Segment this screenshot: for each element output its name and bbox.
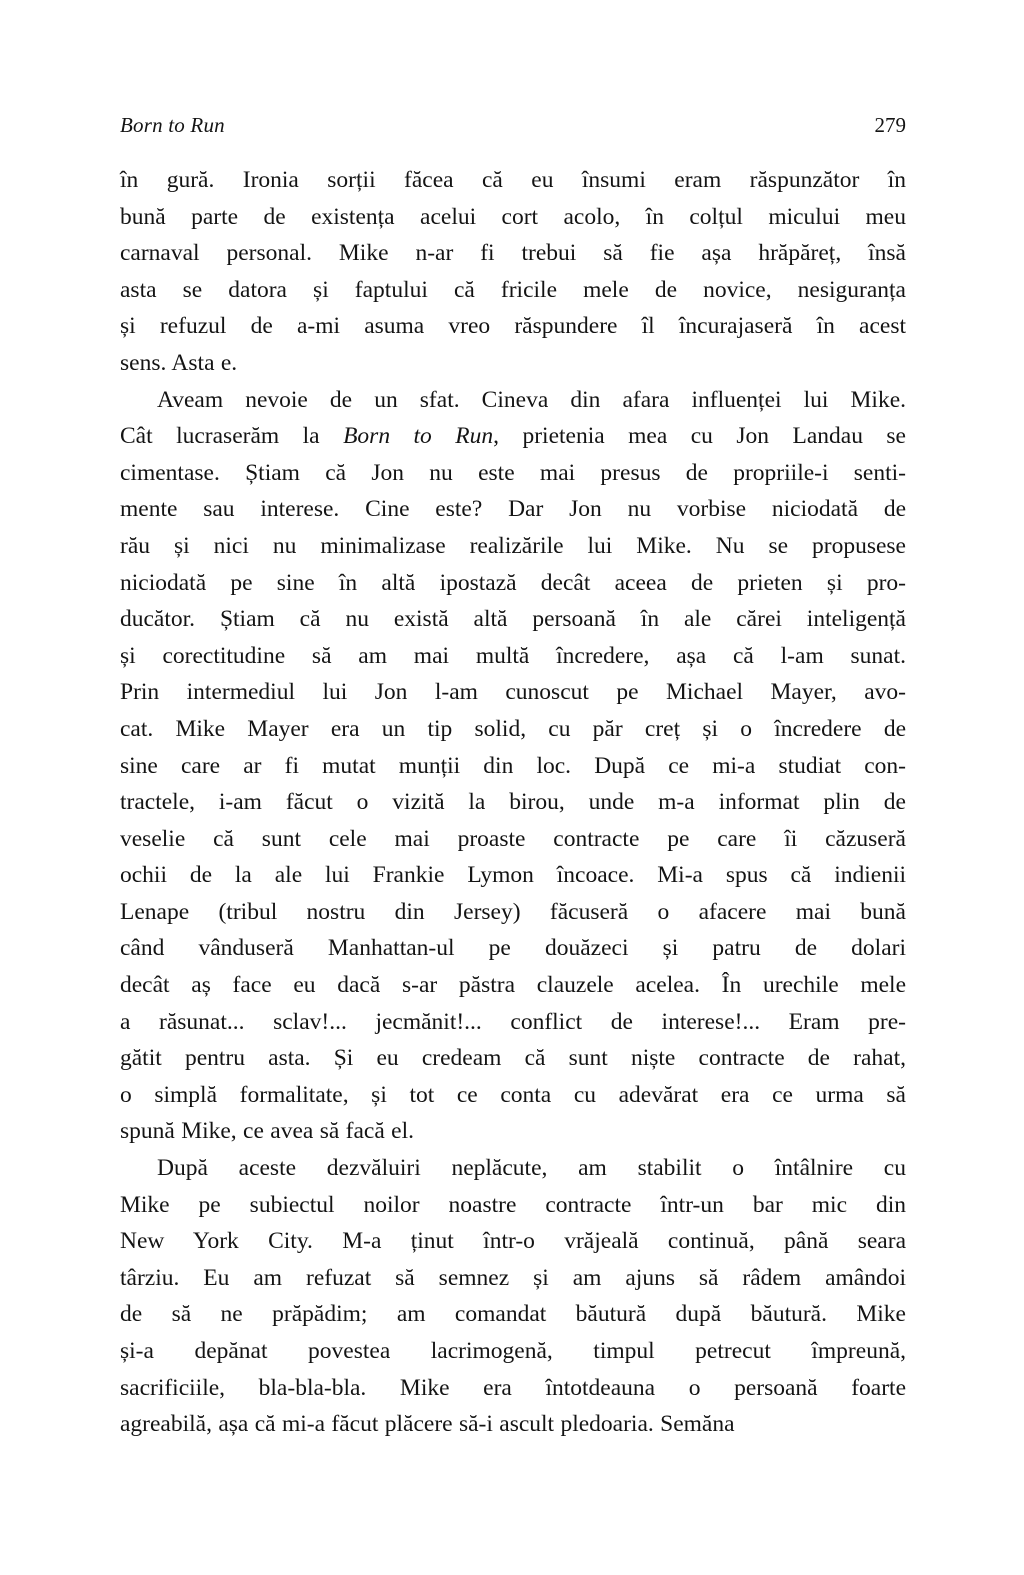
text-line (120, 1077, 906, 1114)
text-line (120, 1223, 906, 1260)
text-segment: în gură. Ironia sorții făcea că eu însumi eram răspunzător în (120, 167, 906, 193)
text-line (120, 711, 906, 748)
text-line (120, 1004, 906, 1041)
text-line (120, 601, 906, 638)
running-header (120, 112, 906, 138)
text-line (120, 1260, 906, 1297)
text-line (120, 565, 906, 602)
text-segment: și-a depănat povestea lacrimogenă, timpul petrecut împreună, (120, 1338, 906, 1364)
text-line (120, 418, 906, 455)
text-segment: asta se datora și faptului că fricile mele de novice, nesiguranța (120, 276, 906, 303)
text-line (120, 821, 906, 858)
text-line (120, 1187, 906, 1224)
text-line (120, 1296, 906, 1333)
text-segment: agreabilă, așa că mi-a făcut plăcere să-i ascult pledoaria. Semăna (120, 1411, 735, 1438)
text-segment: sens. Asta e. (120, 349, 238, 376)
text-line (120, 162, 906, 199)
text-line (120, 235, 906, 272)
text-segment: când vânduseră Manhattan-ul pe douăzeci și patru de dolari (120, 935, 906, 962)
text-segment: Mike pe subiectul noilor noastre contracte într-un bar mic din (120, 1191, 906, 1218)
text-segment: New York City. M-a ținut într-o vrăjeală continuă, până seara (120, 1228, 906, 1255)
text-segment: Prin intermediul lui Jon l-am cunoscut pe Michael Mayer, avo- (120, 679, 906, 706)
text-line (120, 308, 906, 345)
text-segment: Cât lucraserăm la (120, 423, 344, 450)
text-segment: târziu. Eu am refuzat să semnez și am ajuns să râdem amândoi (120, 1264, 906, 1291)
text-line (120, 1406, 906, 1443)
text-segment: și refuzul de a-mi asuma vreo răspundere îl încurajaseră în acest (120, 313, 906, 340)
text-line (120, 674, 906, 711)
text-segment: a răsunat... sclav!... jecmănit!... conflict de interese!... Eram pre- (120, 1008, 906, 1035)
text-segment: După aceste dezvăluiri neplăcute, am stabilit o întâlnire cu (157, 1155, 906, 1182)
text-segment: rău și nici nu minimalizase realizările lui Mike. Nu se propusese (120, 532, 906, 559)
text-segment: spună Mike, ce avea să facă el. (120, 1118, 414, 1145)
text-segment: Aveam nevoie de un sfat. Cineva din afara influenței lui Mike. (157, 386, 906, 413)
page-number: 279 (874, 113, 906, 137)
text-segment: mente sau interese. Cine este? Dar Jon nu vorbise niciodată de (120, 496, 906, 523)
paragraph (120, 162, 906, 382)
text-line (120, 1113, 906, 1150)
text-line (120, 967, 906, 1004)
paragraph (120, 1150, 906, 1443)
text-line (120, 491, 906, 528)
text-segment: veselie că sunt cele mai proaste contracte pe care îi căzuseră (120, 825, 906, 852)
running-header-title: Born to Run (120, 113, 225, 137)
text-segment: decât aș face eu dacă s-ar păstra clauzele acelea. În urechile mele (120, 972, 906, 999)
text-line (120, 930, 906, 967)
text-segment: și corectitudine să am mai multă încredere, așa că l-am sunat. (120, 642, 906, 669)
text-segment: niciodată pe sine în altă ipostază decât aceea de prieten și pro- (120, 569, 906, 596)
text-segment: tractele, i-am făcut o vizită la birou, unde m-a informat plin de (120, 789, 906, 816)
text-line (120, 272, 906, 309)
text-line (120, 382, 906, 419)
text-line (120, 1150, 906, 1187)
text-body (120, 162, 906, 1443)
text-segment: ducător. Știam că nu există altă persoană în ale cărei inteligență (120, 606, 906, 633)
text-line (120, 1040, 906, 1077)
text-line (120, 748, 906, 785)
text-segment: carnaval personal. Mike n-ar fi trebui să fie așa hrăpăreț, însă (120, 240, 906, 267)
text-segment: bună parte de existența acelui cort acolo, în colțul micului meu (120, 203, 906, 230)
text-line (120, 528, 906, 565)
text-line (120, 638, 906, 675)
text-segment: gătit pentru asta. Și eu credeam că sunt niște contracte de rahat, (120, 1045, 906, 1072)
text-line (120, 199, 906, 236)
text-segment: , prietenia mea cu Jon Landau se (493, 423, 906, 450)
text-line (120, 894, 906, 931)
text-line (120, 1370, 906, 1407)
text-segment: cimentase. Știam că Jon nu este mai presus de propriile-i senti- (120, 459, 906, 486)
text-segment: o simplă formalitate, și tot ce conta cu adevărat era ce urma să (120, 1081, 906, 1108)
text-segment: sacrificiile, bla-bla-bla. Mike era întotdeauna o persoană foarte (120, 1374, 906, 1401)
italic-text-segment: Born to Run (343, 423, 494, 450)
text-segment: ochii de la ale lui Frankie Lymon încoace. Mi-a spus că indienii (120, 862, 906, 889)
text-segment: cat. Mike Mayer era un tip solid, cu păr creț și o încredere de (120, 715, 906, 742)
text-line (120, 1333, 906, 1370)
paragraph (120, 382, 906, 1150)
text-line (120, 345, 906, 382)
text-segment: sine care ar fi mutat munții din loc. După ce mi-a studiat con- (120, 752, 906, 779)
text-line (120, 455, 906, 492)
text-line (120, 857, 906, 894)
text-segment: de să ne prăpădim; am comandat băutură după băutură. Mike (120, 1301, 906, 1328)
text-segment: Lenape (tribul nostru din Jersey) făcuseră o afacere mai bună (120, 898, 906, 925)
text-line (120, 784, 906, 821)
